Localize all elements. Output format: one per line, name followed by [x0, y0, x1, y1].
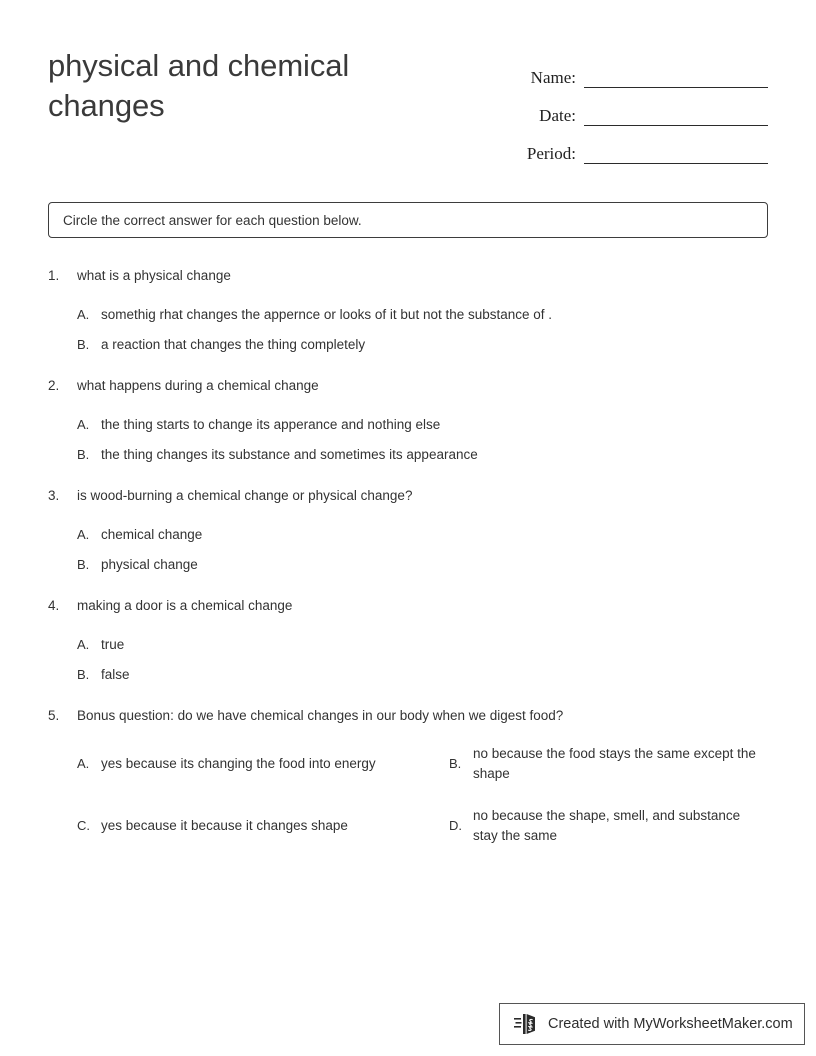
period-field-input[interactable]: [584, 142, 768, 164]
answer-option[interactable]: [48, 665, 768, 685]
option-letter: A.: [77, 756, 90, 771]
option-letter: B.: [449, 756, 462, 771]
option-letter: A.: [77, 637, 90, 652]
option-text: the thing starts to change its apperance and nothing else: [101, 417, 441, 432]
option-letter: A.: [77, 527, 90, 542]
questions-list: [48, 266, 768, 867]
name-field-row: [518, 50, 768, 88]
period-field-label: Period:: [526, 144, 576, 163]
question-number: 3.: [48, 488, 60, 503]
answer-option[interactable]: [48, 305, 768, 325]
option-letter: A.: [77, 307, 90, 322]
date-field-input[interactable]: [584, 104, 768, 126]
option-text: chemical change: [101, 527, 203, 542]
answer-option[interactable]: [48, 415, 768, 435]
answer-option[interactable]: [77, 806, 449, 846]
option-letter: D.: [449, 818, 462, 833]
student-info-fields: [518, 50, 768, 164]
option-text: yes because it because it changes shape: [101, 818, 348, 833]
name-field-input[interactable]: [584, 66, 768, 88]
question-text: making a door is a chemical change: [77, 598, 293, 613]
question-prompt: [48, 486, 768, 506]
question-item-4: [48, 596, 768, 685]
question-item-1: [48, 266, 768, 355]
footer-credit-badge[interactable]: [499, 1003, 805, 1045]
question-prompt: [48, 266, 768, 286]
question-item-2: [48, 376, 768, 465]
answer-option[interactable]: [48, 525, 768, 545]
option-text: no because the shape, smell, and substance stay the same: [473, 808, 741, 843]
question-item-3: [48, 486, 768, 575]
question-prompt: [48, 706, 768, 726]
option-letter: B.: [77, 557, 90, 572]
answer-option[interactable]: [449, 744, 768, 784]
question-text: what happens during a chemical change: [77, 378, 319, 393]
answer-options: [48, 635, 768, 685]
question-text: Bonus question: do we have chemical changes in our body when we digest food?: [77, 708, 564, 723]
answer-options: [48, 415, 768, 465]
date-field-row: [518, 88, 768, 126]
question-number: 1.: [48, 268, 60, 283]
option-text: false: [101, 667, 130, 682]
option-letter: B.: [77, 337, 90, 352]
option-letter: B.: [77, 447, 90, 462]
question-prompt: [48, 376, 768, 396]
answer-option[interactable]: [48, 635, 768, 655]
option-text: the thing changes its substance and sometimes its appearance: [101, 447, 478, 462]
question-number: 5.: [48, 708, 60, 723]
question-text: what is a physical change: [77, 268, 231, 283]
option-text: yes because its changing the food into energy: [101, 756, 376, 771]
answer-option[interactable]: [48, 555, 768, 575]
worksheet-maker-logo-icon: [514, 1012, 540, 1036]
answer-option[interactable]: [48, 445, 768, 465]
period-field-row: [518, 126, 768, 164]
name-field-label: Name:: [530, 68, 576, 87]
answer-options: [48, 305, 768, 355]
instruction-box: [48, 202, 768, 238]
question-number: 4.: [48, 598, 60, 613]
worksheet-header: [48, 46, 768, 176]
option-text: a reaction that changes the thing completely: [101, 337, 366, 352]
option-text: true: [101, 637, 125, 652]
question-text: is wood-burning a chemical change or physical change?: [77, 488, 413, 503]
option-text: physical change: [101, 557, 198, 572]
answer-option[interactable]: [449, 806, 768, 846]
question-prompt: [48, 596, 768, 616]
answer-option[interactable]: [48, 335, 768, 355]
option-text: somethig rhat changes the appernce or looks of it but not the substance of .: [101, 307, 553, 322]
question-number: 2.: [48, 378, 60, 393]
page-title: physical and chemical changes: [48, 48, 350, 123]
option-letter: A.: [77, 417, 90, 432]
footer-credit-text: Created with MyWorksheetMaker.com: [548, 1016, 793, 1032]
date-field-label: Date:: [539, 106, 576, 125]
option-letter: C.: [77, 818, 90, 833]
instruction-text: Circle the correct answer for each question below.: [63, 212, 362, 228]
answer-options: [48, 525, 768, 575]
option-letter: B.: [77, 667, 90, 682]
answer-option[interactable]: [77, 744, 449, 784]
option-text: no because the food stays the same except the shape: [473, 746, 756, 781]
answer-options: [48, 744, 768, 846]
question-item-5: [48, 706, 768, 846]
